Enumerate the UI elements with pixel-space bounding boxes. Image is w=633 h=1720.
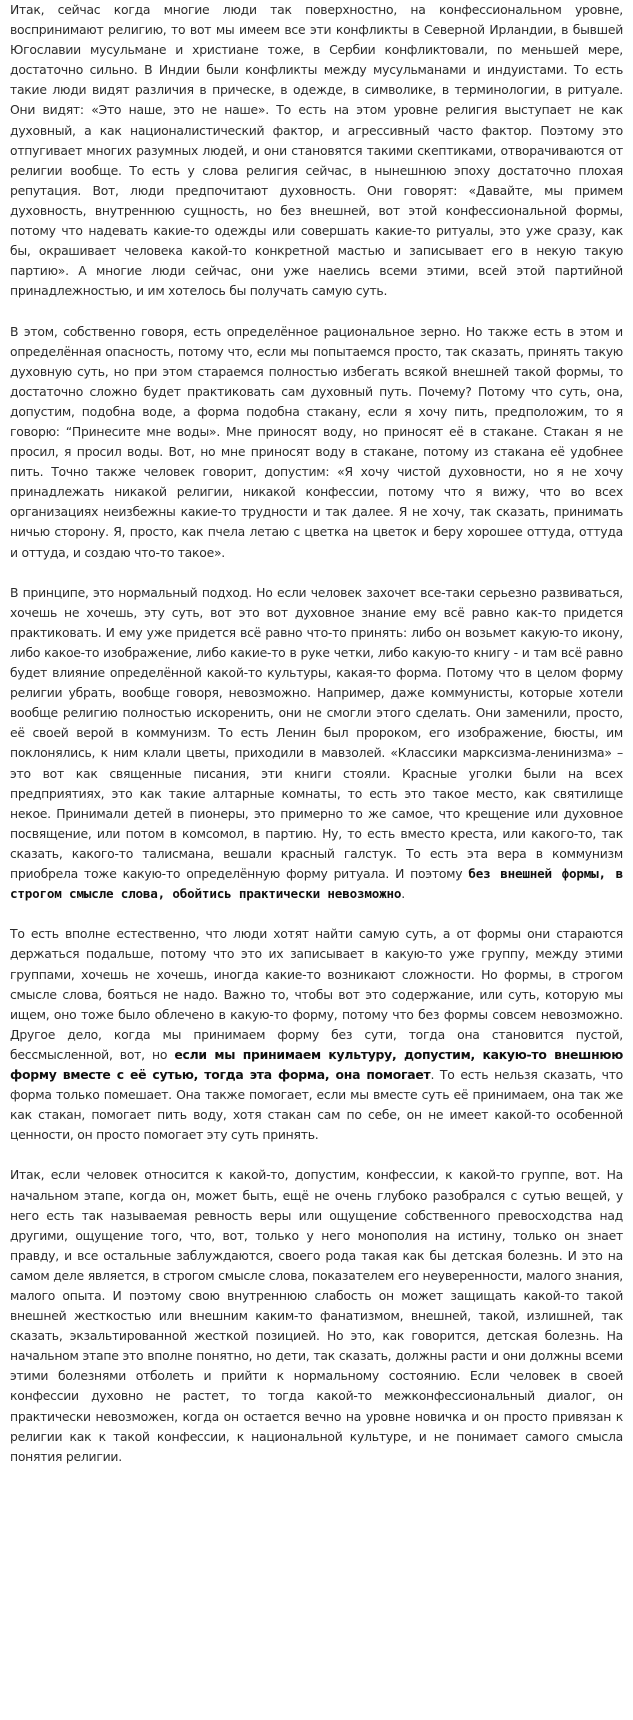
paragraph-gap (10, 904, 623, 924)
paragraph-4-text: То есть вполне естественно, что люди хотят найти самую суть, а от формы они стараются держаться подальше, потому что это их записывает в какую-то уже группу, между этими группами, хочешь не хочешь, иногда какие-то возникают сложности. Но формы, в строгом смысле слова, бояться не надо. Важно то, чтобы вот это содержание, или суть, которую мы ищем, оно тоже было облечено в какую-то форму, потому что без формы совсем невозможно. Другое дело, когда мы принимаем форму без сути, тогда она становится пустой, бессмысленной, вот, но (10, 926, 623, 1062)
paragraph-4 (10, 924, 623, 1145)
paragraph-3-after: . (401, 886, 405, 902)
paragraph-1: Итак, сейчас когда многие люди так поверхностно, на конфессиональном уровне, воспринимают религию, то вот мы имеем все эти конфликты в Северной Ирландии, в бывшей Югославии мусульмане и христиане тоже, в Сербии конфликтовали, по меньшей мере, достаточно сильно. В Индии были конфликты между мусульманами и индуистами. То есть такие люди видят различия в прическе, в одежде, в символике, в терминологии, в ритуале. Они видят: «Это наше, это не наше». То есть на этом уровне религия выступает не как духовный, а как националистический фактор, и агрессивный часто фактор. Поэтому это отпугивает многих разумных людей, и они становятся такими скептиками, отворачиваются от религии вообще. То есть у слова религия сейчас, в нынешнюю эпоху достаточно плохая репутация. Вот, люди предпочитают духовность. Они говорят: «Давайте, мы примем духовность, внутреннюю сущность, но без внешней, вот этой конфессиональной формы, потому что надевать какие-то одежды или совершать какие-то ритуалы, это уже сразу, как бы, окрашивает человека какой-то конкретной мастью и записывает его в некую такую партию». А многие люди сейчас, они уже наелись всеми этими, всей этой партийной принадлежностью, и им хотелось бы получать самую суть. (10, 2, 623, 299)
paragraph-3 (10, 583, 623, 905)
paragraph-gap (10, 563, 623, 583)
paragraph-3-emphasis: без внешней формы, в строгом смысле слова, обойтись практически невозможно (10, 866, 623, 902)
paragraph-5: Итак, если человек относится к какой-то, допустим, конфессии, к какой-то группе, вот. На начальном этапе, когда он, может быть, ещё не очень глубоко разобрался с сутью вещей, у него есть так называемая ревность веры или ощущение собственного превосходства над другими, ощущение того, что, вот, только у него монополия на истину, только он знает правду, и все остальные заблуждаются, своего рода такая как бы детская болезнь. И это на самом деле является, в строгом смысле слова, показателем его неуверенности, малого знания, малого опыта. И поэтому свою внутреннюю слабость он может защищать какой-то такой внешней жесткостью или внешним каким-то фанатизмом, внешней, такой, излишней, так сказать, экзальтированной жесткой позицией. Но это, как говорится, детская болезнь. На начальном этапе это вполне понятно, но дети, так сказать, должны расти и они должны всеми этими болезнями отболеть и прийти к нормальному состоянию. Если человек в своей конфессии духовно не растет, то тогда какой-то межконфессиональный диалог, он практически невозможен, когда он остается вечно на уровне новичка и он просто привязан к религии как к такой конфессии, к национальной культуре, и не понимает самого смысла понятия религии. (10, 1167, 623, 1464)
paragraph-2: В этом, собственно говоря, есть определённое рациональное зерно. Но также есть в этом и определённая опасность, потому что, если мы попытаемся просто, так сказать, принять такую духовную суть, но при этом стараемся полностью избегать всякой внешней такой формы, то достаточно сложно будет практиковать сам духовный путь. Почему? Потому что суть, она, допустим, подобна воде, а форма подобна стакану, если я хочу пить, предположим, то я говорю: “Принесите мне воды». Мне приносят воду, но приносят её в стакане. Стакан я не просил, я просил воды. Вот, но мне приносят воду в стакане, потому из стакана её удобнее пить. Точно также человек говорит, допустим: «Я хочу чистой духовности, но я не хочу принадлежать никакой религии, никакой конфессии, потому что я вижу, что во всех организациях неизбежны какие-то трудности и так далее. Я не хочу, так сказать, принимать ничью сторону. Я, просто, как пчела летаю с цветка на цветок и беру хорошее оттуда, оттуда и оттуда, и создаю что-то такое». (10, 323, 623, 560)
paragraph-3-text: В принципе, это нормальный подход. Но если человек захочет все-таки серьезно развиваться, хочешь не хочешь, эту суть, вот это вот духовное знание ему всё равно как-то придется практиковать. И ему уже придется всё равно что-то принять: либо он возьмет какую-то икону, либо какое-то изображение, либо какие-то в руке четки, либо какую-то книгу - и там всё равно будет влияние определённой какой-то культуры, какая-то форма. Потому что в целом форму религии убрать, вообще говоря, невозможно. Например, даже коммунисты, которые хотели вообще религию полностью искоренить, они не смогли этого сделать. Они заменили, просто, её своей верой в коммунизм. То есть Ленин был пророком, его изображение, бюсты, им поклонялись, к ним клали цветы, приходили в мавзолей. «Классики марксизма-ленинизма» – это вот как священные писания, эти книги стояли. Красные уголки были на всех предприятиях, это как такие алтарные комнаты, то есть это такое место, как святилище некое. Принимали детей в пионеры, это примерно то же самое, что крещение или духовное посвящение, или потом в комсомол, в партию. Ну, то есть вместо креста, или какого-то, так сказать, какого-то талисмана, вешали красный галстук. То есть эта вера в коммунизм приобрела тоже какую-то определённую форму ритуала. И поэтому (10, 584, 623, 882)
paragraph-gap (10, 301, 623, 321)
paragraph-4-emphasis: если мы принимаем культуру, допустим, какую-то внешнюю форму вместе с её сутью, тогда эта форма, она помогает (10, 1046, 623, 1082)
paragraph-gap (10, 1145, 623, 1165)
paragraph-4-after: . То есть нельзя сказать, что форма только помешает. Она также помогает, если мы вместе суть её принимаем, она так же как стакан, помогает пить воду, хотя стакан сам по себе, он не имеет какой-то особенной ценности, он просто помогает эту суть принять. (10, 1066, 624, 1143)
